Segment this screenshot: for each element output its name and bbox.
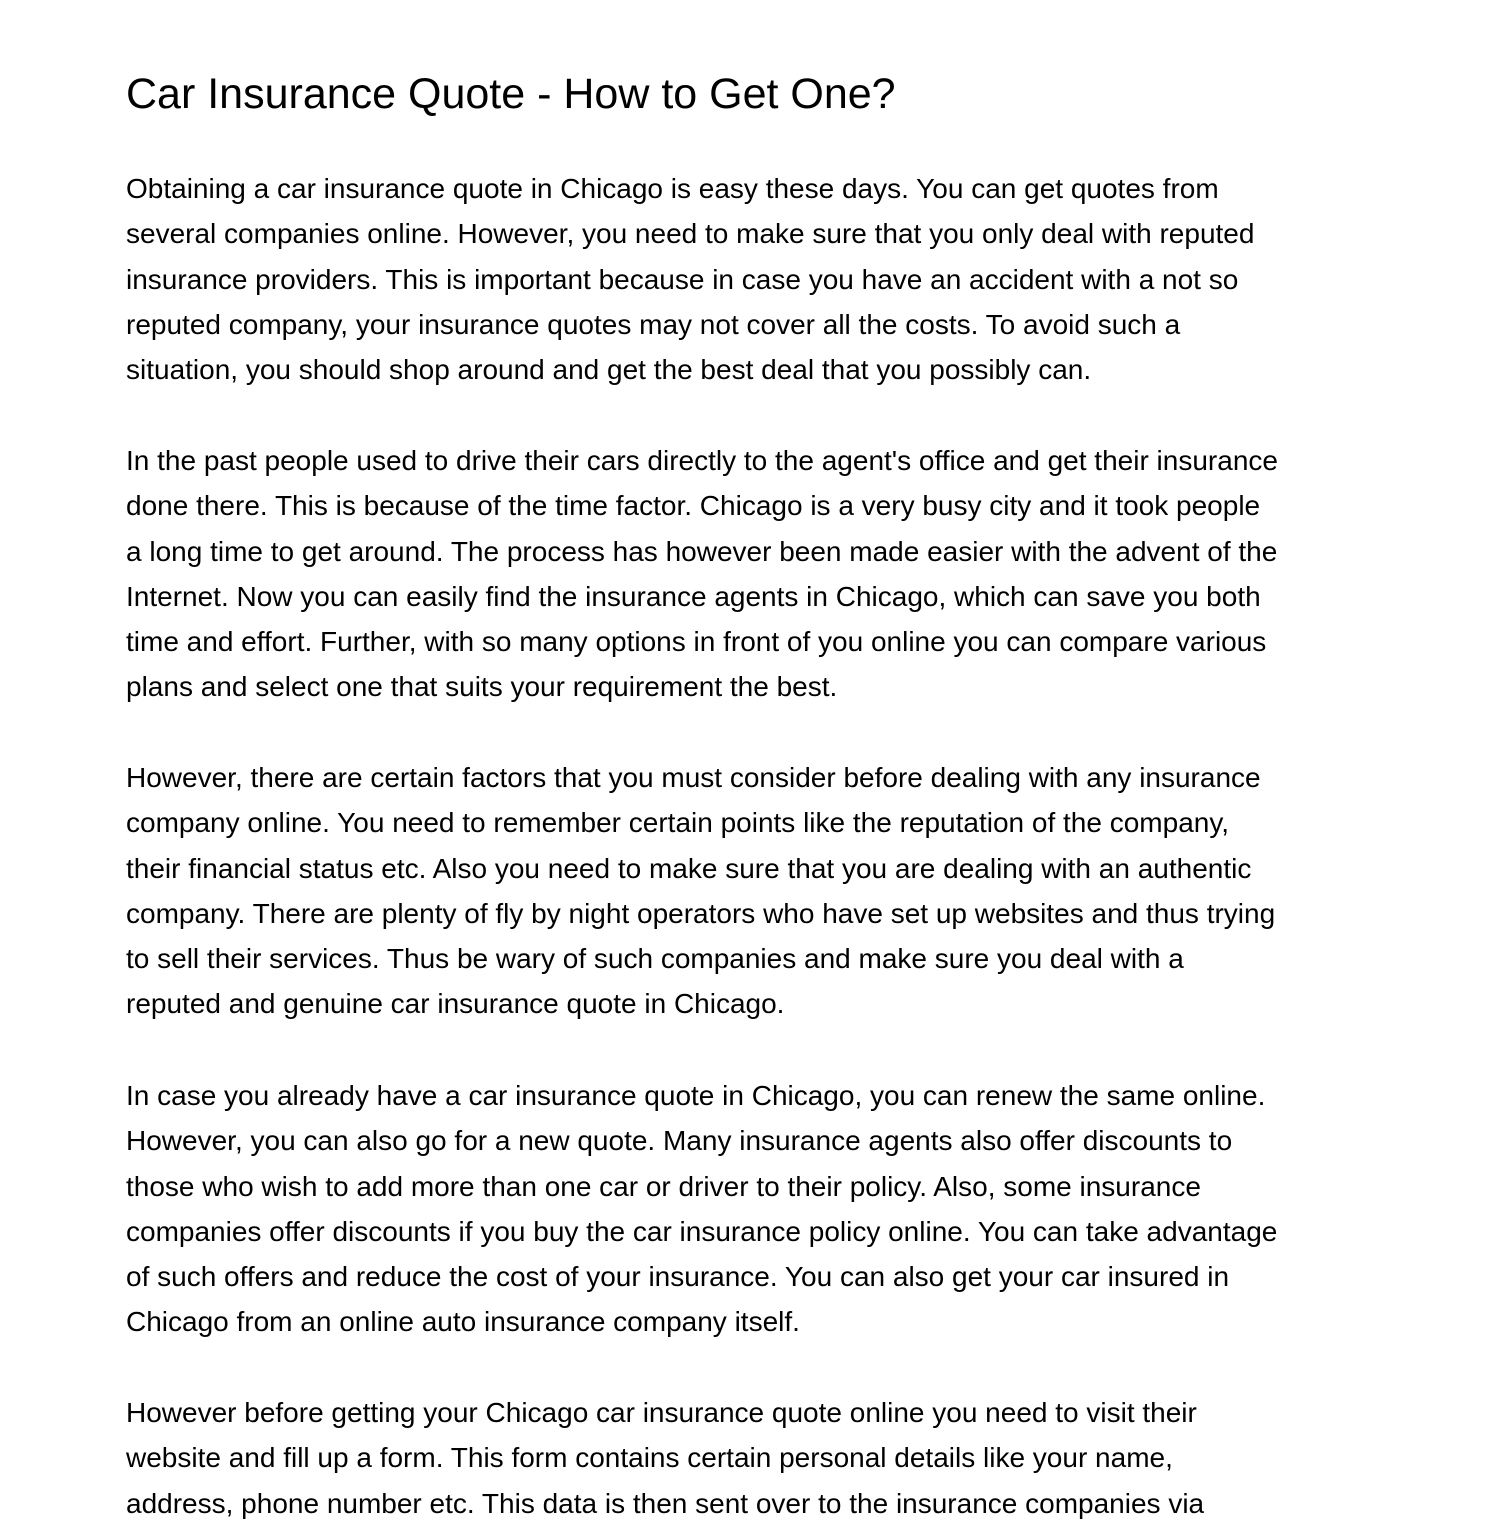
paragraph-line: done there. This is because of the time factor. Chicago is a very busy city and it took people [126, 490, 1261, 522]
paragraph-2 [126, 438, 1278, 710]
paragraph-line: plans and select one that suits your requirement the best. [126, 671, 838, 703]
paragraph-line: several companies online. However, you need to make sure that you only deal with reputed [126, 218, 1255, 250]
paragraph-line: those who wish to add more than one car or driver to their policy. Also, some insurance [126, 1170, 1201, 1202]
paragraph-line: reputed company, your insurance quotes may not cover all the costs. To avoid such a [126, 308, 1181, 340]
paragraph-line: of such offers and reduce the cost of your insurance. You can also get your car insured in [126, 1261, 1230, 1293]
paragraph-line: However before getting your Chicago car insurance quote online you need to visit their [126, 1397, 1197, 1428]
paragraph-line: However, you can also go for a new quote. Many insurance agents also offer discounts to [126, 1125, 1233, 1157]
paragraph-1 [126, 166, 1254, 392]
paragraph-line: time and effort. Further, with so many options in front of you online you can compare various [126, 626, 1267, 658]
paragraph-line: In case you already have a car insurance quote in Chicago, you can renew the same online. [126, 1080, 1266, 1111]
paragraph-line: website and fill up a form. This form contains certain personal details like your name, [126, 1442, 1173, 1474]
paragraph-line: situation, you should shop around and get the best deal that you possibly can. [126, 354, 1092, 386]
paragraph-5 [126, 1390, 1204, 1526]
paragraph-line: companies offer discounts if you buy the car insurance policy online. You can take advantage [126, 1215, 1278, 1247]
paragraph-line: address, phone number etc. This data is then sent over to the insurance companies via [126, 1487, 1205, 1519]
document-title: Car Insurance Quote - How to Get One? [126, 70, 896, 118]
paragraph-line: Obtaining a car insurance quote in Chicago is easy these days. You can get quotes from [126, 173, 1219, 204]
paragraph-line: company. There are plenty of fly by night operators who have set up websites and thus trying [126, 897, 1276, 929]
paragraph-line: Chicago from an online auto insurance company itself. [126, 1306, 800, 1338]
paragraph-line: reputed and genuine car insurance quote in Chicago. [126, 988, 785, 1020]
paragraph-line: However, there are certain factors that you must consider before dealing with any insurance [126, 762, 1261, 793]
paragraph-line: Internet. Now you can easily find the insurance agents in Chicago, which can save you both [126, 580, 1261, 612]
paragraph-line: to sell their services. Thus be wary of such companies and make sure you deal with a [126, 943, 1184, 975]
paragraph-line: a long time to get around. The process has however been made easier with the advent of the [126, 535, 1278, 567]
paragraph-line: In the past people used to drive their cars directly to the agent's office and get their insurance [126, 445, 1278, 476]
paragraph-3 [126, 755, 1275, 1027]
paragraph-line: their financial status etc. Also you need to make sure that you are dealing with an authentic [126, 852, 1252, 884]
paragraph-line: insurance providers. This is important because in case you have an accident with a not so [126, 263, 1239, 295]
paragraph-4 [126, 1073, 1277, 1345]
paragraph-line: company online. You need to remember certain points like the reputation of the company, [126, 807, 1230, 839]
